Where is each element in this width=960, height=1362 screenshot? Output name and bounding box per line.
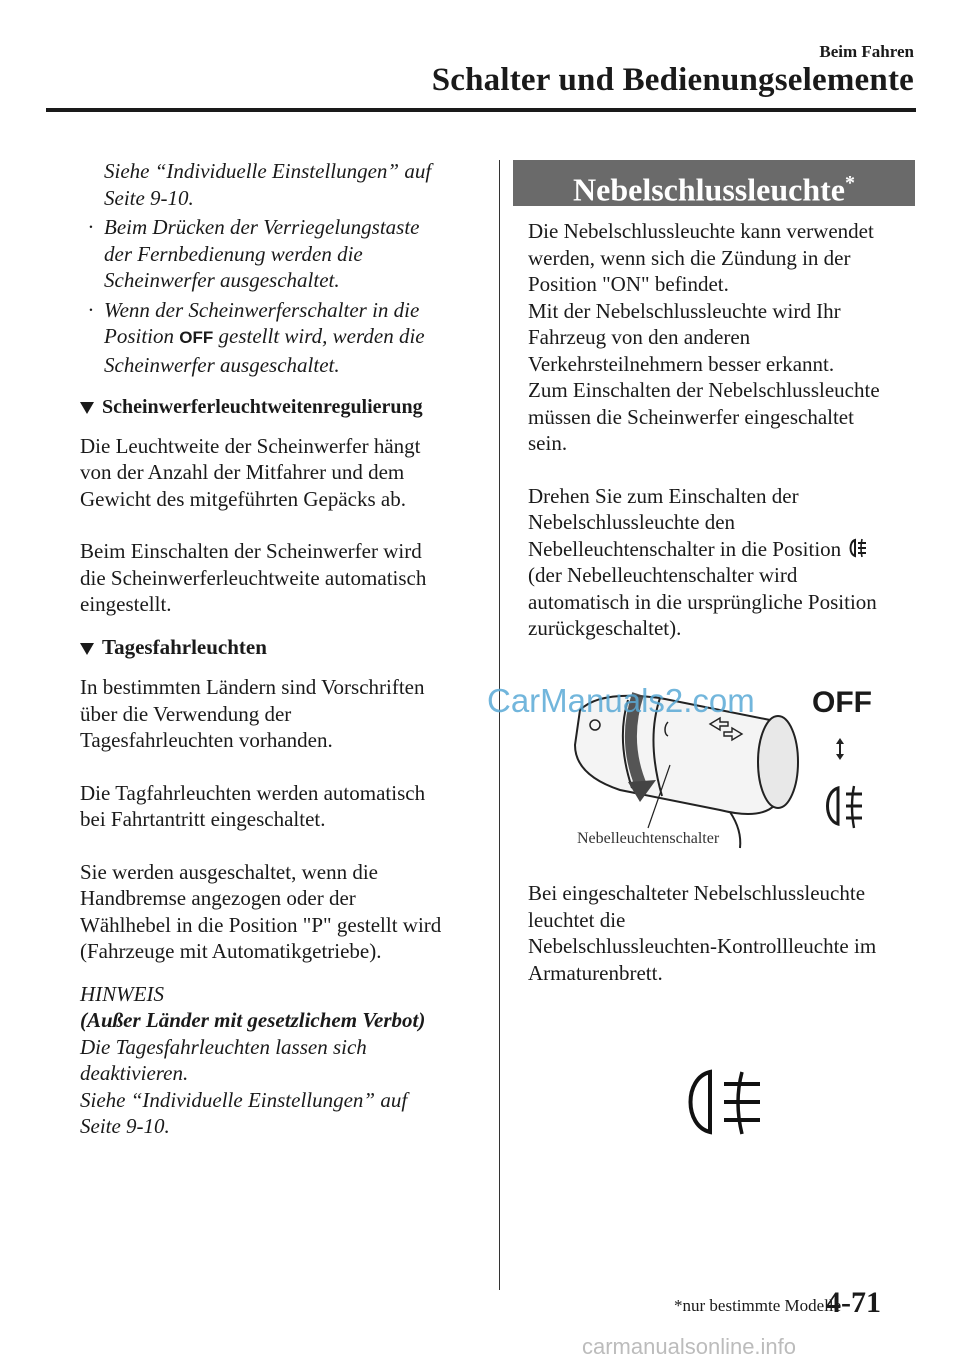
text-line bbox=[528, 536, 918, 563]
text-line: Die Nebelschlussleuchte kann verwendet bbox=[528, 219, 874, 243]
hinweis-line: deaktivieren. bbox=[80, 1061, 189, 1085]
bullet-line: Beim Drücken der Verriegelungstaste bbox=[104, 215, 420, 239]
paragraph bbox=[80, 433, 480, 513]
text-line: die Scheinwerferleuchtweite automatisch bbox=[80, 565, 427, 590]
section-heading-text: Scheinwerferleuchtweitenregulierung bbox=[102, 396, 423, 418]
note-line: Seite 9-10. bbox=[104, 185, 194, 210]
banner-star: * bbox=[845, 172, 855, 194]
banner-title: Nebelschlussleuchte bbox=[573, 171, 845, 208]
text-line: Fahrzeug von den anderen bbox=[528, 325, 751, 349]
text-line: eingestellt. bbox=[80, 592, 172, 616]
paragraph bbox=[80, 859, 480, 965]
text-line: Position "ON" befindet. bbox=[528, 272, 729, 296]
text-line: (der Nebelleuchtenschalter wird bbox=[528, 563, 798, 587]
text-line: Beim Einschalten der Scheinwerfer wird bbox=[80, 539, 422, 563]
bullet-line: Scheinwerfer ausgeschaltet. bbox=[104, 268, 340, 292]
footer-note: *nur bestimmte Modelle bbox=[674, 1296, 842, 1315]
paragraph bbox=[80, 538, 480, 618]
hinweis-block bbox=[80, 981, 480, 1140]
text-line: Tagesfahrleuchten vorhanden. bbox=[80, 728, 333, 752]
hinweis-line: Siehe “Individuelle Einstellungen” auf bbox=[80, 1087, 408, 1112]
text-line: Gewicht des mitgeführten Gepäcks ab. bbox=[80, 486, 406, 511]
text-line: müssen die Scheinwerfer eingeschaltet bbox=[528, 404, 854, 429]
section-heading bbox=[80, 634, 480, 661]
section-banner bbox=[513, 160, 915, 206]
text-line: Armaturenbrett. bbox=[528, 960, 663, 985]
page-number: 4-71 bbox=[826, 1286, 881, 1319]
header-section: Beim Fahren bbox=[819, 42, 914, 61]
text-line: Sie werden ausgeschaltet, wenn die bbox=[80, 859, 378, 884]
right-column-lower bbox=[528, 880, 918, 986]
text-line: (Fahrzeuge mit Automatikgetriebe). bbox=[80, 939, 382, 963]
text-line: In bestimmten Ländern sind Vorschriften bbox=[80, 675, 425, 699]
bullet-text: gestellt wird, werden die bbox=[218, 324, 425, 348]
bullet-item bbox=[80, 214, 480, 294]
text-line: Nebelschlussleuchten-Kontrollleuchte im bbox=[528, 934, 877, 958]
text-line: werden, wenn sich die Zündung in der bbox=[528, 245, 851, 270]
watermark-logo: CarManuals2.com bbox=[487, 682, 755, 719]
note-line: Siehe “Individuelle Einstellungen” auf bbox=[104, 159, 432, 183]
text-line: Zum Einschalten der Nebelschlussleuchte bbox=[528, 378, 880, 402]
bullet-line bbox=[104, 323, 480, 352]
fog-warning-light-figure bbox=[680, 1068, 770, 1138]
left-column bbox=[80, 158, 480, 1140]
bullet-line: der Fernbedienung werden die bbox=[104, 241, 363, 266]
hinweis-title: HINWEIS bbox=[80, 981, 164, 1006]
text-line: Mit der Nebelschlussleuchte wird Ihr bbox=[528, 298, 841, 323]
text-line: bei Fahrtantritt eingeschaltet. bbox=[80, 807, 326, 831]
text-line: zurückgeschaltet). bbox=[528, 616, 682, 640]
paragraph bbox=[528, 483, 918, 642]
text-line: über die Verwendung der bbox=[80, 701, 292, 726]
section-heading-text: Tagesfahrleuchten bbox=[102, 634, 267, 659]
text-span: Nebelleuchtenschalter in die Position bbox=[528, 536, 842, 561]
text-line: von der Anzahl der Mitfahrer und dem bbox=[80, 460, 405, 484]
hinweis-subtitle: (Außer Länder mit gesetzlichem Verbot) bbox=[80, 1008, 426, 1032]
text-line: Drehen Sie zum Einschalten der bbox=[528, 483, 799, 508]
bullet-text: Position bbox=[104, 324, 175, 348]
paragraph bbox=[528, 218, 918, 457]
bullet-dot: · bbox=[88, 215, 94, 239]
text-line: Handbremse angezogen oder der bbox=[80, 886, 356, 910]
bullet-dot: · bbox=[88, 297, 94, 322]
text-line: Die Tagfahrleuchten werden automatisch bbox=[80, 780, 426, 805]
right-column bbox=[528, 218, 918, 642]
column-divider bbox=[499, 160, 500, 1290]
text-line: Nebelschlussleuchte den bbox=[528, 510, 736, 534]
page-title: Schalter und Bedienungselemente bbox=[431, 62, 914, 98]
text-line: leuchtet die bbox=[528, 907, 626, 932]
text-line: sein. bbox=[528, 431, 568, 455]
text-line: Die Leuchtweite der Scheinwerfer hängt bbox=[80, 433, 421, 458]
text-line: Verkehrsteilnehmern besser erkannt. bbox=[528, 351, 835, 376]
hinweis-line: Die Tagesfahrleuchten lassen sich bbox=[80, 1034, 367, 1059]
bullet-line: Scheinwerfer ausgeschaltet. bbox=[104, 352, 340, 377]
section-heading bbox=[80, 394, 480, 421]
paragraph bbox=[80, 780, 480, 833]
triangle-bullet-icon bbox=[80, 643, 94, 655]
paragraph bbox=[80, 674, 480, 754]
text-line: Bei eingeschalteter Nebelschlussleuchte bbox=[528, 881, 866, 905]
fog-light-icon bbox=[846, 537, 868, 559]
off-label: OFF bbox=[812, 686, 872, 719]
fog-light-indicator-icon bbox=[680, 1068, 770, 1138]
triangle-bullet-icon bbox=[80, 402, 94, 414]
bullet-line: Wenn der Scheinwerferschalter in die bbox=[104, 297, 420, 322]
figure-caption: Nebelleuchtenschalter bbox=[577, 830, 720, 847]
header-rule bbox=[46, 108, 916, 112]
hinweis-line: Seite 9-10. bbox=[80, 1114, 170, 1138]
off-symbol: OFF bbox=[179, 328, 214, 347]
text-line: automatisch in die ursprüngliche Position bbox=[528, 589, 877, 614]
footer-watermark: carmanualsonline.info bbox=[582, 1334, 797, 1359]
text-line: Wählhebel in die Position "P" gestellt wird bbox=[80, 912, 442, 937]
bullet-item bbox=[80, 297, 480, 379]
